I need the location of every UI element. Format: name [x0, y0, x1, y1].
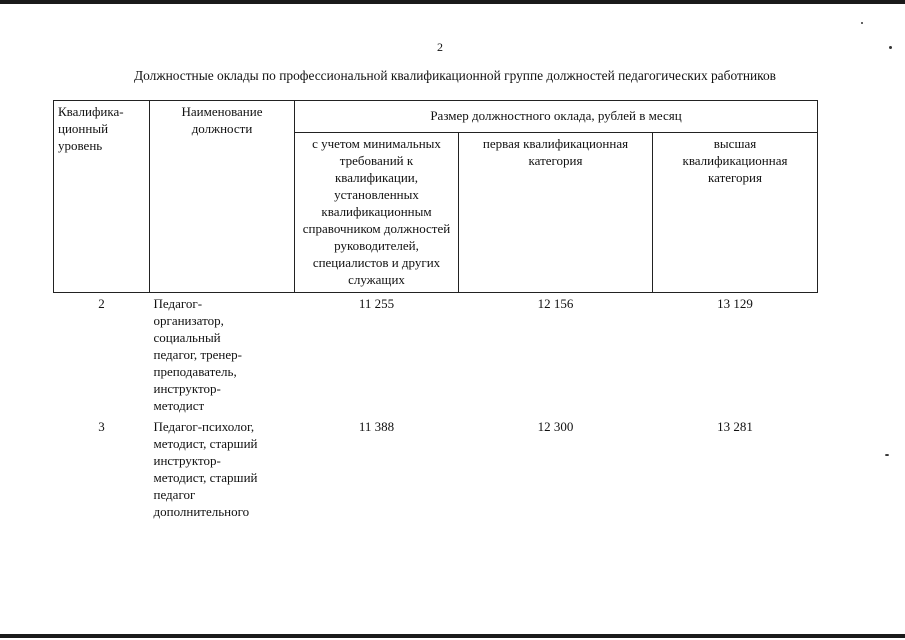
table-row [54, 416, 818, 522]
header-first-category: первая квалификационная категория [459, 133, 653, 293]
scan-border-top [0, 0, 905, 4]
header-base-salary: с учетом минимальных требований к квалификации, установленных квалификационным справочником должностей руководителей, специалистов и других служащих [295, 133, 459, 293]
header-salary-size: Размер должностного оклада, рублей в месяц [295, 101, 818, 133]
scan-border-bottom [0, 634, 905, 638]
page-number: 2 [437, 40, 443, 54]
header-position-name: Наименование должности [150, 101, 295, 293]
header-qualification-level: Квалифика- ционный уровень [54, 101, 150, 293]
cell-base-salary: 11 255 [358, 296, 395, 311]
header-highest-category: высшая квалификационная категория [653, 133, 818, 293]
document-title: Должностные оклады по профессиональной квалификационной группе должностей педагогических работников [133, 68, 776, 83]
cell-first-category-salary: 12 156 [537, 296, 574, 311]
cell-highest-category-salary: 13 129 [717, 296, 753, 311]
scan-speck [885, 454, 889, 456]
cell-level: 2 [98, 296, 105, 311]
salary-table [53, 100, 818, 522]
table-row [54, 293, 818, 417]
scan-speck [889, 46, 892, 49]
scan-speck [861, 22, 863, 24]
cell-base-salary: 11 388 [358, 419, 395, 434]
cell-level: 3 [98, 419, 105, 434]
cell-highest-category-salary: 13 281 [717, 419, 753, 434]
cell-position-name: Педагог-психолог, методист, старший инструктор- методист, старший педагог дополнительного [153, 419, 258, 519]
cell-position-name: Педагог- организатор, социальный педагог, тренер- преподаватель, инструктор- методист [153, 296, 242, 413]
cell-first-category-salary: 12 300 [537, 419, 574, 434]
